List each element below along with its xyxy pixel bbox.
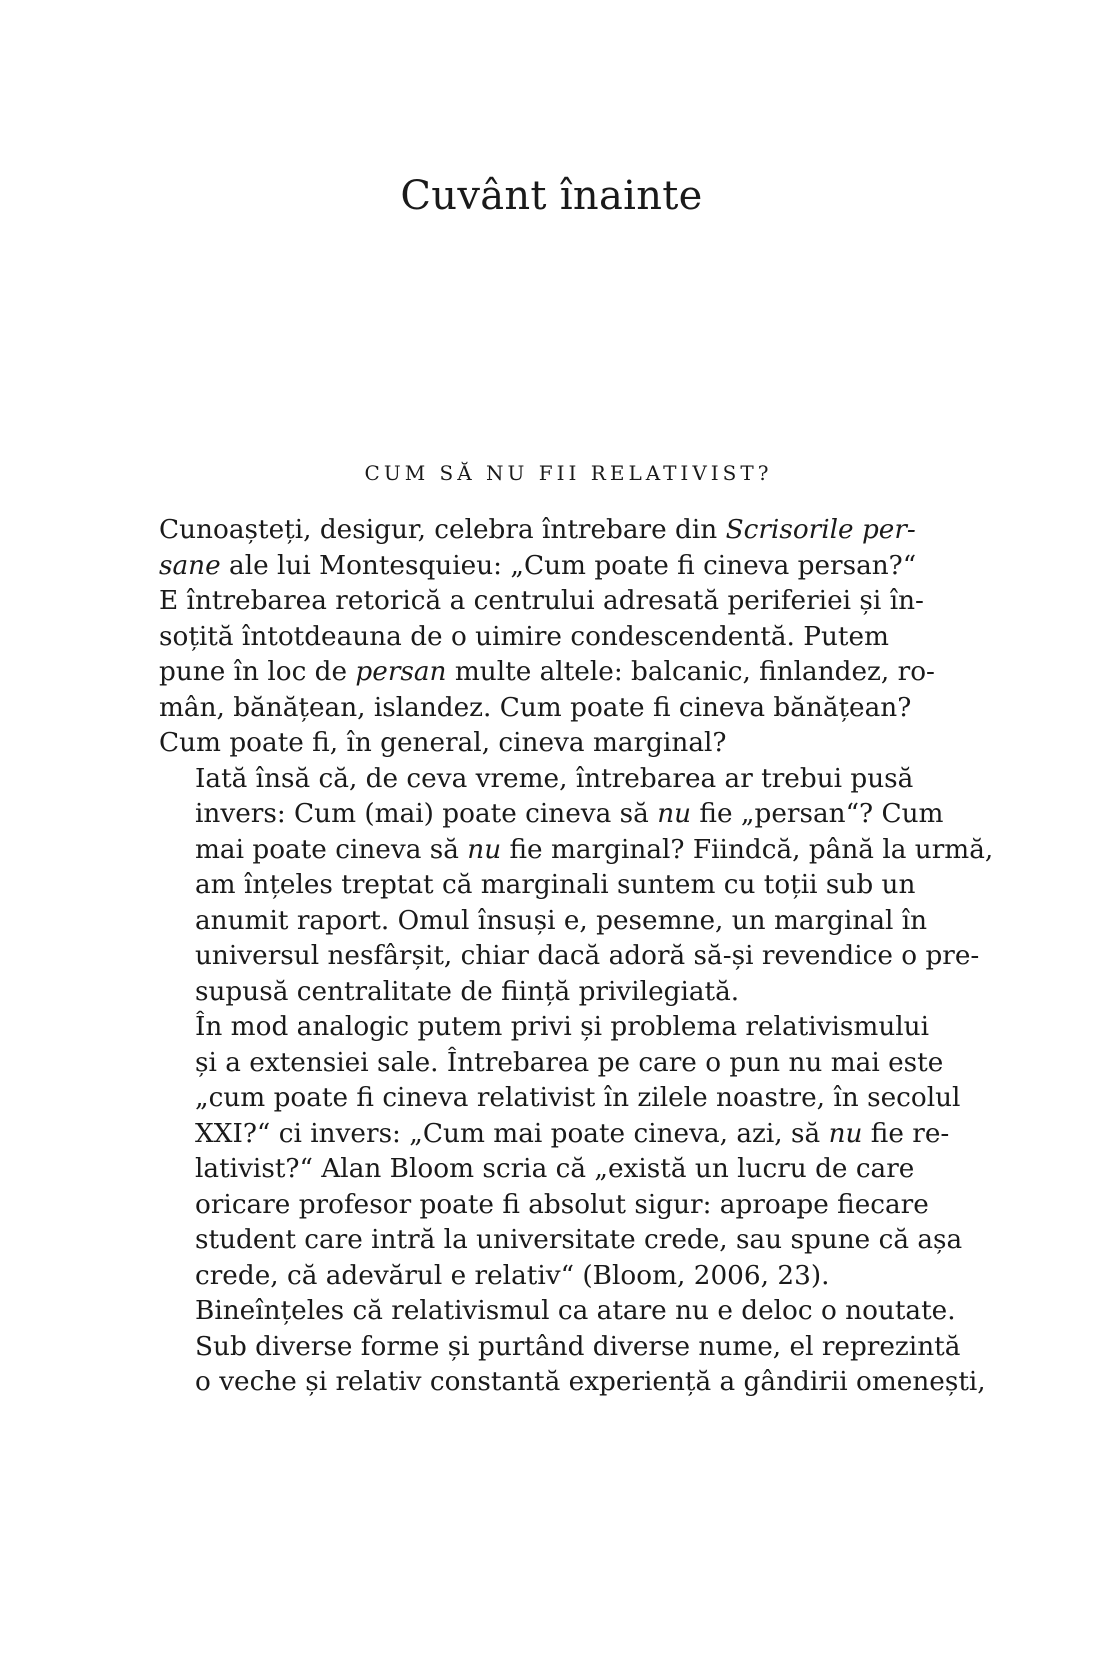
text-line	[159, 868, 916, 904]
text-run: oricare profesor poate fi absolut sigur: aproape fiecare	[195, 1189, 929, 1220]
text-run: universul nesfârșit, chiar dacă adoră să-și revendice o pre-	[195, 941, 980, 971]
text-line	[159, 549, 917, 585]
text-line	[159, 1259, 872, 1295]
paragraph	[159, 762, 994, 1011]
text-line	[159, 1365, 986, 1401]
text-run: XXI?“ ci invers: „Cum mai poate cineva, azi, să	[195, 1118, 829, 1149]
text-line	[159, 1117, 950, 1153]
text-line	[159, 833, 994, 869]
text-line	[159, 691, 912, 727]
paragraph	[159, 513, 935, 762]
text-run: Iată însă că, de ceva vreme, întrebarea ar trebui pusă	[195, 763, 914, 794]
italic-text: nu	[828, 1118, 863, 1149]
text-run: pune în loc de	[159, 657, 356, 687]
text-line	[159, 620, 889, 656]
text-run: Sub diverse forme și purtând diverse nume, el reprezintă	[195, 1331, 961, 1362]
text-run: invers: Cum (mai) poate cineva să	[195, 799, 658, 829]
italic-text: nu	[657, 799, 692, 829]
text-line	[159, 655, 935, 691]
text-line	[159, 1188, 929, 1224]
italic-text: nu	[467, 834, 502, 865]
text-line	[159, 904, 928, 940]
text-line	[159, 797, 944, 833]
paragraph	[159, 1294, 986, 1401]
text-run: supusă centralitate de ființă privilegiată.	[195, 976, 740, 1007]
text-line	[159, 1223, 963, 1259]
text-run: mân, bănățean, islandez. Cum poate fi cineva bănățean?	[159, 692, 912, 723]
text-line	[159, 1330, 961, 1366]
text-run: fie marginal? Fiindcă, până la urmă,	[501, 834, 994, 865]
text-line	[159, 584, 924, 620]
body-text	[159, 513, 994, 1401]
text-run: lativist?“ Alan Bloom scria că „există un lucru de care	[195, 1154, 915, 1184]
text-run: fie „persan“? Cum	[691, 799, 944, 829]
paragraph	[159, 1010, 963, 1294]
text-run: ale lui Montesquieu: „Cum poate fi cineva persan?“	[220, 550, 917, 581]
text-run: Cunoașteți, desigur, celebra întrebare din	[159, 515, 726, 545]
italic-text: Scrisorile per-	[725, 515, 916, 545]
italic-text: sane	[159, 550, 221, 581]
text-line	[159, 762, 914, 798]
section-title: CUM SĂ NU FII RELATIVIST?	[364, 461, 773, 485]
text-run: multe altele: balcanic, finlandez, ro-	[446, 657, 935, 687]
text-line	[159, 1046, 944, 1082]
text-line	[159, 975, 872, 1011]
text-run: „cum poate fi cineva relativist în zilele noastre, în secolul	[195, 1083, 961, 1113]
text-run: soțită întotdeauna de o uimire condescendentă. Putem	[159, 621, 889, 652]
text-run: E întrebarea retorică a centrului adresată periferiei și în-	[159, 586, 924, 616]
italic-text: persan	[355, 657, 447, 687]
text-run: Bineînțeles că relativismul ca atare nu e deloc o noutate.	[195, 1296, 956, 1326]
text-line	[159, 1294, 956, 1330]
text-run: În mod analogic putem privi și problema relativismului	[195, 1012, 930, 1042]
text-run: mai poate cineva să	[195, 834, 468, 865]
text-run: crede, că adevărul e relativ“ (Bloom, 2006, 23).	[195, 1260, 830, 1291]
text-run: Cum poate fi, în general, cineva marginal?	[159, 728, 727, 758]
text-line	[159, 1010, 930, 1046]
text-run: am înțeles treptat că marginali suntem cu toții sub un	[195, 870, 916, 900]
text-line	[159, 513, 916, 549]
text-line	[159, 1081, 961, 1117]
chapter-title: Cuvânt înainte	[400, 173, 703, 219]
text-run: anumit raport. Omul însuși e, pesemne, un marginal în	[195, 905, 928, 936]
text-line	[159, 726, 872, 762]
text-run: o veche și relativ constantă experiență a gândirii omenești,	[195, 1367, 986, 1397]
text-run: fie re-	[862, 1118, 950, 1149]
text-run: și a extensiei sale. Întrebarea pe care o pun nu mai este	[195, 1047, 944, 1078]
text-line	[159, 1152, 915, 1188]
text-run: student care intră la universitate crede, sau spune că așa	[195, 1225, 963, 1255]
text-line	[159, 939, 980, 975]
